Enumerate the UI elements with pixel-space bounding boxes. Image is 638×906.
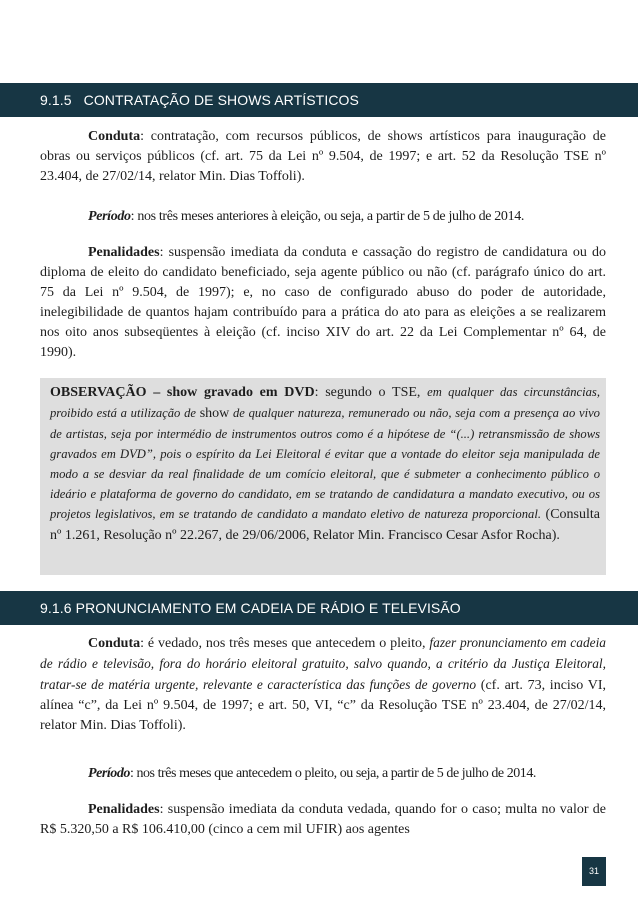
section-heading-text: 9.1.5 CONTRATAÇÃO DE SHOWS ARTÍSTICOS (40, 92, 359, 108)
penalidades-text: : suspensão imediata da conduta e cassação do registro de candidatura ou do diploma de eleito do candidato beneficiado, seja agente público ou não (cf. parágrafo único do art. 75 da Lei nº 9.504, de 1997); e, no caso de configurado abuso do poder de autoridade, inelegibilidade de quantos hajam contribuído para a prática do ato para as eleições a se realizarem nos oito anos subseqüentes à eleição (cf. inciso XIV do art. 22 da Lei Complementar nº 64, de 1990). (40, 245, 606, 360)
conduta-text-end: (cf. art. 73, inciso VI, alínea “c”, da Lei nº 9.504, de 1997; e art. 50, VI, “c” da Resolução TSE nº 23.404, de 27/02/14, relator Min. Dias Toffoli). (40, 678, 606, 733)
section-heading-9-1-5 (0, 83, 638, 117)
periodo-label: Período (88, 766, 130, 781)
section-heading-9-1-6 (0, 591, 638, 625)
page-number-text: 31 (588, 866, 599, 876)
observation-intro: : segundo o TSE, (314, 385, 428, 400)
penalidades-text: : suspensão imediata da conduta vedada, quando for o caso; multa no valor de R$ 5.320,50 a R$ 106.410,00 (cinco a cem mil UFIR) aos agentes (40, 802, 606, 837)
periodo-label: Período (88, 209, 131, 224)
penalidades-label: Penalidades (88, 802, 160, 817)
conduta-italic-text: fazer pronunciamento em cadeia de rádio e televisão, fora do horário eleitoral gratuito, salvo quando, a critério da Justiça Eleitoral, tratar-se de matéria urgente, relevante e característica das funções de governo (40, 635, 607, 692)
penalidades-paragraph (40, 243, 606, 363)
periodo-text: : nos três meses que antecedem o pleito, ou seja, a partir de 5 de julho de 2014. (129, 766, 536, 781)
observation-paragraph (50, 382, 600, 546)
penalidades-label: Penalidades (88, 245, 160, 260)
page-number (582, 857, 606, 886)
conduta-paragraph-2 (40, 633, 606, 736)
periodo-paragraph (40, 207, 606, 227)
conduta-text-start: : é vedado, nos três meses que antecedem o pleito, (140, 636, 430, 651)
observation-citation: (Consulta nº 1.261, Resolução nº 22.267, de 29/06/2006, Relator Min. Francisco Cesar Asfor Rocha). (50, 507, 600, 543)
observation-box (40, 378, 606, 575)
conduta-text: : contratação, com recursos públicos, de shows artísticos para inauguração de obras ou serviços públicos (cf. art. 75 da Lei nº 9.504, de 1997; e art. 52 da Resolução TSE nº 23.404, de 27/02/14, relator Min. Dias Toffoli). (40, 129, 606, 184)
conduta-paragraph (40, 127, 606, 187)
observation-quote-part2: de qualquer natureza, remunerado ou não, seja com a presença ao vivo de artistas, seja por intermédio de instrumentos outros como é a hipótese de “(...) retransmissão de shows gravados em DVD”, pois o espírito da Lei Eleitoral é evitar que a vontade do eleitor seja manipulada de modo a se desviar da real finalidade de um comício eleitoral, que é submeter a conhecimento público o ideário e plataforma de governo do candidato, em se tratando de candidatura a mandato executivo, ou os projetos legislativos, em se tratando de candidato a mandato eletivo de natureza proporcional. (50, 406, 600, 521)
section-heading-text: 9.1.6 PRONUNCIAMENTO EM CADEIA DE RÁDIO E TELEVISÃO (40, 600, 461, 616)
conduta-label: Conduta (88, 636, 141, 651)
periodo-text: : nos três meses anteriores à eleição, ou seja, a partir de 5 de julho de 2014. (130, 209, 525, 224)
observation-quote-part1: em qualquer das circunstâncias, proibido está a utilização de (50, 385, 600, 420)
observation-show-word: show (199, 406, 230, 421)
conduta-label: Conduta (88, 129, 141, 144)
penalidades-paragraph-2 (40, 800, 606, 840)
periodo-paragraph-2 (40, 764, 606, 784)
observation-label: OBSERVAÇÃO – show gravado em DVD (50, 385, 315, 400)
